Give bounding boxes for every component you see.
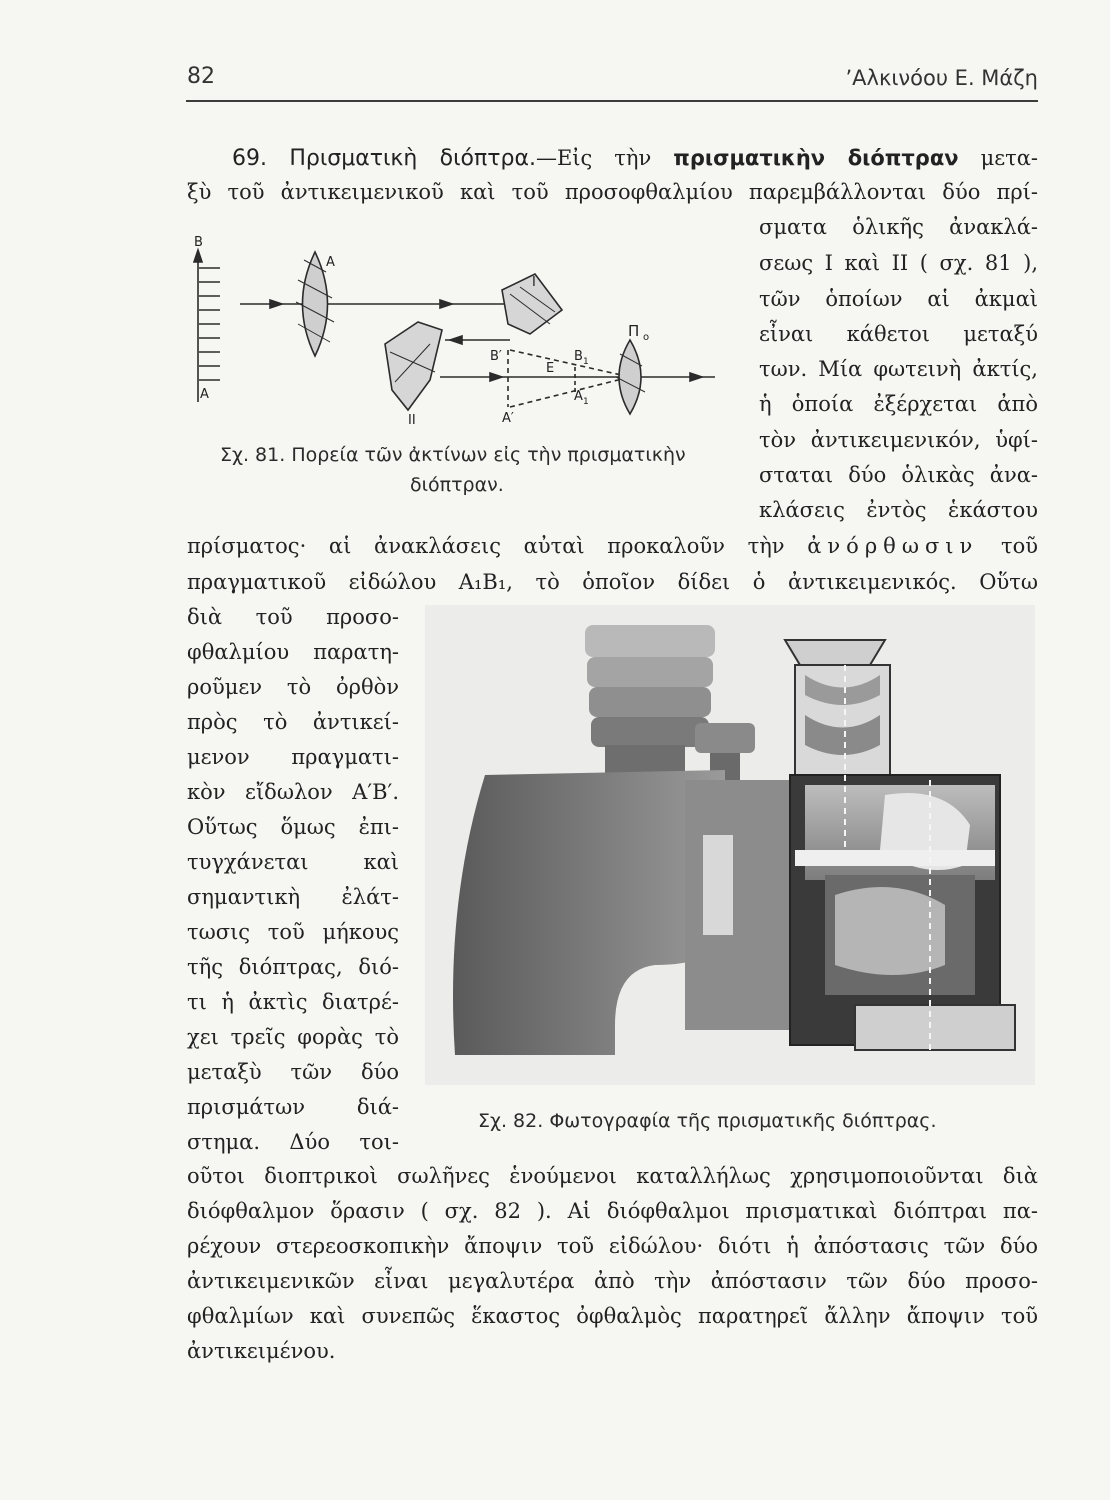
intro-text-b: μετα- bbox=[980, 146, 1038, 170]
figure-81-caption-line1: Σχ. 81. Πορεία τῶν ἀκτίνων εἰς τὴν πρισματικὴν bbox=[220, 444, 686, 466]
label-prism-one: I bbox=[532, 275, 536, 290]
side-text-left-1: διὰ τοῦ προσο- bbox=[187, 605, 399, 629]
eyepiece-lens bbox=[619, 340, 641, 414]
body-line: οῦτοι διοπτρικοὶ σωλῆνες ἑνούμενοι καταλλήλως χρησιμοποιοῦνται διὰ bbox=[187, 1164, 1038, 1188]
side-text-left-13: χει τρεῖς φορὰς τὸ bbox=[187, 1025, 399, 1049]
page-number: 82 bbox=[187, 64, 215, 89]
side-text-right-5: των. Μία φωτεινὴ ἀκτίς, bbox=[759, 357, 1038, 381]
label-prism-two: II bbox=[408, 413, 416, 428]
side-text-right-1: σματα ὁλικῆς ἀνακλά- bbox=[759, 215, 1038, 239]
label-b1-sub: 1 bbox=[583, 357, 589, 367]
label-b: B bbox=[194, 235, 203, 250]
body-line-last: ἀντικειμένου. bbox=[187, 1339, 336, 1363]
side-text-left-3: ροῦμεν τὸ ὀρθὸν bbox=[187, 675, 399, 699]
objective-lens bbox=[303, 252, 328, 356]
section-heading-line bbox=[232, 145, 1038, 172]
body-line: ξὺ τοῦ ἀντικειμενικοῦ καὶ τοῦ προσοφθαλμίου παρεμβάλλονται δύο πρί- bbox=[187, 180, 1038, 204]
label-a-prime: A′ bbox=[502, 411, 514, 426]
side-text-right-2: σεως I καὶ II ( σχ. 81 ), bbox=[759, 251, 1038, 275]
side-text-left-10: τωσις τοῦ μήκους bbox=[187, 920, 399, 944]
side-text-left-12: τι ἡ ἀκτὶς διατρέ- bbox=[187, 990, 399, 1014]
label-pi-sub: o bbox=[643, 332, 650, 343]
body-line: διόφθαλμον ὅρασιν ( σχ. 82 ). Αἱ διόφθαλμοι πρισματικαὶ διόπτραι πα- bbox=[187, 1199, 1038, 1223]
side-text-right-4: εἶναι κάθετοι μεταξύ bbox=[759, 322, 1038, 346]
side-text-left-6: κὸν εἴδωλον A′B′. bbox=[187, 780, 399, 804]
side-text-left-4: πρὸς τὸ ἀντικεί- bbox=[187, 710, 399, 734]
section-title: 69. Πρισματικὴ διόπτρα. bbox=[232, 146, 536, 171]
side-text-left-11: τῆς διόπτρας, διό- bbox=[187, 955, 399, 979]
side-text-right-6: ἡ ὁποία ἐξέρχεται ἀπὸ bbox=[759, 392, 1038, 416]
header-rule bbox=[186, 100, 1038, 102]
side-text-left-9: σημαντικὴ ἐλάτ- bbox=[187, 885, 399, 909]
figure-81-caption-line2: διόπτραν. bbox=[410, 474, 504, 496]
intro-text-a: Εἰς τὴν bbox=[556, 146, 652, 170]
section-dash: — bbox=[535, 146, 557, 170]
label-pi: Π bbox=[628, 322, 640, 340]
side-text-left-5: μενον πραγματι- bbox=[187, 745, 399, 769]
label-a: A bbox=[200, 387, 209, 402]
body-text: πρίσματος· αἱ ἀνακλάσεις αὐταὶ προκαλοῦν τὴν bbox=[187, 534, 785, 558]
focus-knob bbox=[695, 723, 755, 753]
body-line: ρέχουν στερεοσκοπικὴν ἄποψιν τοῦ εἰδώλου· διότι ἡ ἀπόστασις τῶν δύο bbox=[187, 1234, 1038, 1258]
body-line: φθαλμίων καὶ συνεπῶς ἕκαστος ὀφθαλμὸς παρατηρεῖ ἄλλην ἄποψιν τοῦ bbox=[187, 1304, 1038, 1328]
side-text-left-2: φθαλμίου παρατη- bbox=[187, 640, 399, 664]
figure-81-ray-diagram bbox=[190, 232, 730, 432]
prism-two bbox=[385, 322, 442, 410]
label-av: A bbox=[326, 255, 335, 270]
body-line: ἀντικειμενικῶν εἶναι μεγαλυτέρα ἀπὸ τὴν ἀπόστασιν τῶν δύο προσο- bbox=[187, 1269, 1038, 1293]
label-a1-sub: 1 bbox=[583, 397, 589, 407]
figure-82-caption: Σχ. 82. Φωτογραφία τῆς πρισματικῆς διόπτρας. bbox=[478, 1110, 937, 1132]
figure-82-photograph bbox=[425, 605, 1035, 1085]
side-text-left-15: πρισμάτων διά- bbox=[187, 1095, 399, 1119]
object-arrow-head bbox=[194, 250, 202, 262]
side-text-right-8: σταται δύο ὁλικὰς ἀνα- bbox=[759, 463, 1038, 487]
side-text-right-9: κλάσεις ἐντὸς ἑκάστου bbox=[759, 498, 1038, 522]
spaced-emphasis: ἀνόρθωσιν bbox=[807, 534, 979, 558]
label-a1: A bbox=[574, 389, 583, 404]
label-b-prime: B′ bbox=[490, 349, 502, 364]
body-line bbox=[187, 533, 1038, 559]
side-text-left-14: μεταξὺ τῶν δύο bbox=[187, 1060, 399, 1084]
label-e: E bbox=[546, 361, 555, 376]
side-text-left-8: τυγχάνεται καὶ bbox=[187, 850, 399, 874]
body-line: πραγματικοῦ εἰδώλου A₁B₁, τὸ ὁποῖον δίδει ὁ ἀντικειμενικός. Οὕτω bbox=[187, 570, 1038, 594]
body-text: τοῦ bbox=[1000, 534, 1038, 558]
side-text-left-16: στημα. Δύο τοι- bbox=[187, 1130, 399, 1154]
side-text-left-7: Οὕτως ὅμως ἐπι- bbox=[187, 815, 399, 839]
side-text-right-3: τῶν ὁποίων αἱ ἀκμαὶ bbox=[759, 287, 1038, 311]
running-head-author: ʼΑλκινόου Ε. Μάζη bbox=[845, 66, 1038, 90]
label-b1: B bbox=[574, 349, 583, 364]
side-text-right-7: τὸν ἀντικειμενικόν, ὑφί- bbox=[759, 428, 1038, 452]
key-term: πρισματικὴν διόπτραν bbox=[673, 146, 959, 170]
